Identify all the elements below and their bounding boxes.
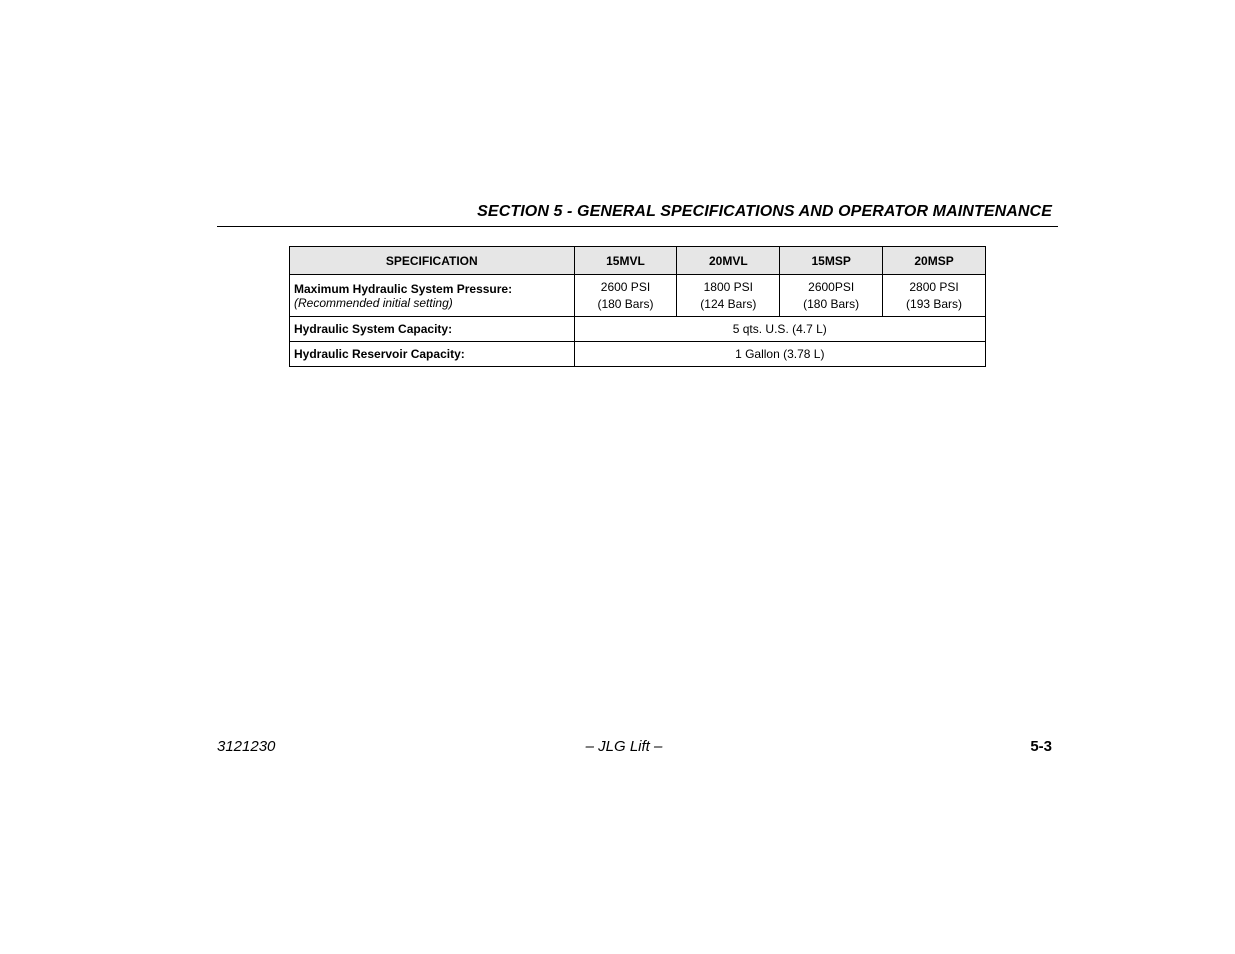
cell-value-bars: (193 Bars) <box>906 296 963 311</box>
cell-15msp-pressure <box>780 275 883 317</box>
footer-center-text: – JLG Lift – <box>585 738 663 755</box>
row-sublabel-text: (Recommended initial setting) <box>294 295 453 310</box>
footer-doc-number: 3121230 <box>217 738 276 755</box>
column-header-specification: SPECIFICATION <box>290 247 575 275</box>
column-header-15msp: 15MSP <box>780 247 883 275</box>
cell-reservoir-capacity: 1 Gallon (3.78 L) <box>574 342 985 367</box>
cell-system-capacity: 5 qts. U.S. (4.7 L) <box>574 317 985 342</box>
cell-value-bars: (124 Bars) <box>700 296 757 311</box>
section-title: SECTION 5 - GENERAL SPECIFICATIONS AND OPERATOR MAINTENANCE <box>477 203 1052 220</box>
table-row <box>290 275 986 317</box>
table-row <box>290 342 986 367</box>
column-header-20msp: 20MSP <box>883 247 986 275</box>
specifications-table <box>289 246 986 367</box>
cell-value-psi: 2600 PSI <box>600 279 651 294</box>
cell-value-bars: (180 Bars) <box>597 296 654 311</box>
column-header-20mvl: 20MVL <box>677 247 780 275</box>
column-header-15mvl: 15MVL <box>574 247 677 275</box>
row-label-text: Maximum Hydraulic System Pressure: <box>294 281 513 296</box>
row-label-max-pressure <box>290 275 575 317</box>
footer-page-number: 5-3 <box>1030 738 1052 755</box>
row-label-system-capacity: Hydraulic System Capacity: <box>290 317 575 342</box>
cell-15mvl-pressure <box>574 275 677 317</box>
cell-20msp-pressure <box>883 275 986 317</box>
table-header-row <box>290 247 986 275</box>
cell-value-psi: 2800 PSI <box>909 279 959 294</box>
cell-value-psi: 1800 PSI <box>703 279 753 294</box>
cell-20mvl-pressure <box>677 275 780 317</box>
table-row <box>290 317 986 342</box>
cell-value-bars: (180 Bars) <box>803 296 860 311</box>
row-label-reservoir-capacity: Hydraulic Reservoir Capacity: <box>290 342 575 367</box>
cell-value-psi: 2600PSI <box>808 279 855 294</box>
section-header <box>217 200 1058 227</box>
